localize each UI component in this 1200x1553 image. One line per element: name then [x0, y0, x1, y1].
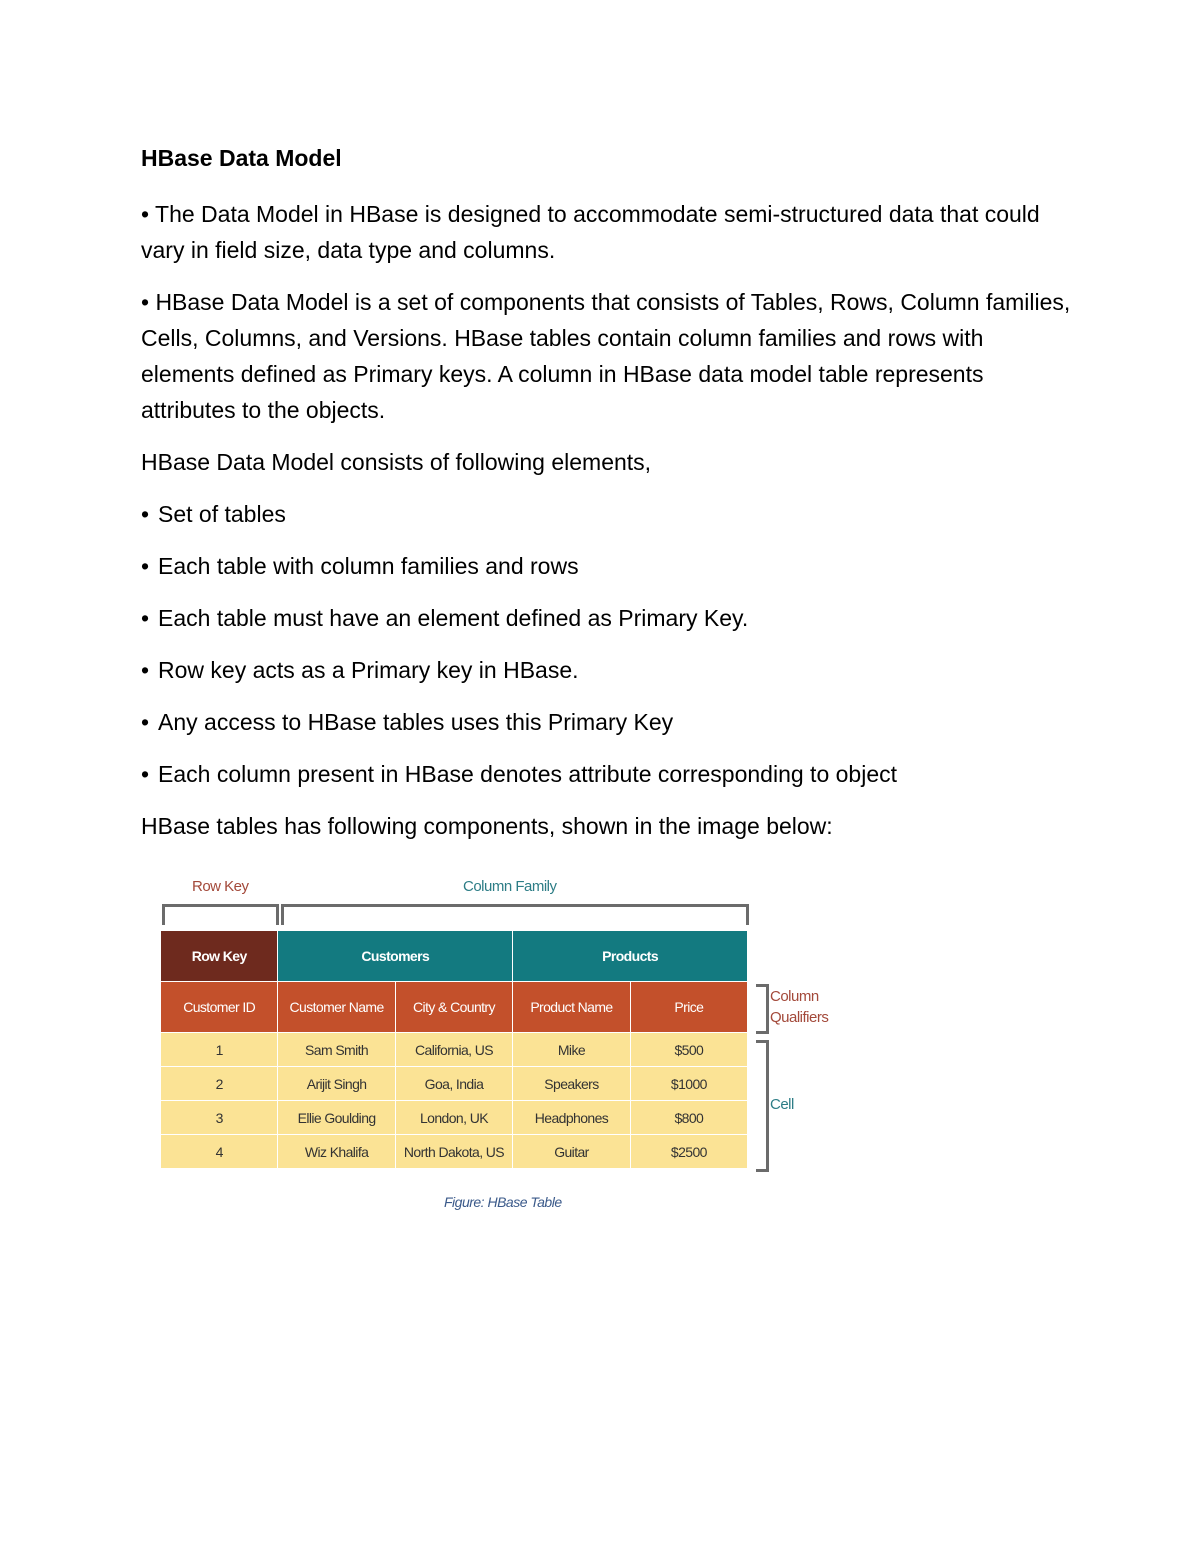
- bullet-icon: •: [141, 501, 150, 527]
- document-page: [141, 140, 1071, 860]
- list-item: • Any access to HBase tables uses this Primary Key: [141, 704, 1071, 740]
- qualifier-header-row: [161, 982, 748, 1033]
- table-cell: Guitar: [513, 1135, 631, 1169]
- table-cell: 4: [161, 1135, 278, 1169]
- list-item: • Each table with column families and rows: [141, 548, 1071, 584]
- bullet-icon: •: [141, 709, 150, 735]
- table-cell: California, US: [395, 1033, 512, 1067]
- hbase-table-figure: [160, 872, 840, 1217]
- table-cell: Wiz Khalifa: [278, 1135, 395, 1169]
- table-cell: 1: [161, 1033, 278, 1067]
- paragraph-components: • HBase Data Model is a set of components that consists of Tables, Rows, Column families, Cells, Columns, and Versions. HBase tables contain column families and rows with elements defined as Primary keys. A column in HBase data model table represents attributes to the objects.: [141, 289, 1071, 423]
- bullet-icon: •: [141, 553, 150, 579]
- column-header: Customer Name: [278, 982, 395, 1033]
- column-qualifiers-label: Column: [770, 988, 819, 1005]
- column-qualifiers-label: Qualifiers: [770, 1009, 829, 1026]
- family-header-cell: Row Key: [161, 931, 278, 982]
- paragraph-elements-intro: HBase Data Model consists of following elements,: [141, 449, 652, 475]
- figure-caption: Figure: HBase Table: [444, 1194, 562, 1210]
- family-header-row: [161, 931, 748, 982]
- table-row: [161, 1067, 748, 1101]
- column-family-label: Column Family: [463, 878, 557, 895]
- paragraph-intro: • The Data Model in HBase is designed to accommodate semi-structured data that could vary in field size, data type and columns.: [141, 201, 1040, 263]
- family-header-cell: Customers: [278, 931, 513, 982]
- table-cell: Sam Smith: [278, 1033, 395, 1067]
- bullet-icon: •: [141, 657, 150, 683]
- table-cell: 3: [161, 1101, 278, 1135]
- cell-label: Cell: [770, 1096, 794, 1113]
- table-cell: 2: [161, 1067, 278, 1101]
- table-cell: Speakers: [513, 1067, 631, 1101]
- table-row: [161, 1135, 748, 1169]
- page-title: HBase Data Model: [141, 145, 342, 171]
- list-item: • Row key acts as a Primary key in HBase.: [141, 652, 1071, 688]
- table-row: [161, 1101, 748, 1135]
- table-cell: Goa, India: [395, 1067, 512, 1101]
- table-cell: $500: [630, 1033, 747, 1067]
- column-qualifiers-bracket: [756, 984, 769, 1034]
- table-cell: $2500: [630, 1135, 747, 1169]
- column-header: Price: [630, 982, 747, 1033]
- table-row: [161, 1033, 748, 1067]
- table-cell: Ellie Goulding: [278, 1101, 395, 1135]
- column-header: City & Country: [395, 982, 512, 1033]
- row-key-label: Row Key: [192, 878, 249, 895]
- cell-bracket: [756, 1040, 769, 1172]
- paragraph-closing: HBase tables has following components, shown in the image below:: [141, 813, 833, 839]
- list-item: • Set of tables: [141, 496, 1071, 532]
- list-item: • Each table must have an element defined as Primary Key.: [141, 600, 1071, 636]
- family-header-cell: Products: [513, 931, 748, 982]
- table-cell: Headphones: [513, 1101, 631, 1135]
- table-cell: $1000: [630, 1067, 747, 1101]
- table-cell: Arijit Singh: [278, 1067, 395, 1101]
- bullet-icon: •: [141, 605, 150, 631]
- table-cell: London, UK: [395, 1101, 512, 1135]
- column-header: Customer ID: [161, 982, 278, 1033]
- table-cell: $800: [630, 1101, 747, 1135]
- list-item: • Each column present in HBase denotes attribute corresponding to object: [141, 756, 1071, 792]
- table-cell: Mike: [513, 1033, 631, 1067]
- hbase-table: [160, 930, 748, 1169]
- table-cell: North Dakota, US: [395, 1135, 512, 1169]
- row-key-bracket: [162, 904, 279, 925]
- bullet-icon: •: [141, 761, 150, 787]
- column-family-bracket: [281, 904, 749, 925]
- column-header: Product Name: [513, 982, 631, 1033]
